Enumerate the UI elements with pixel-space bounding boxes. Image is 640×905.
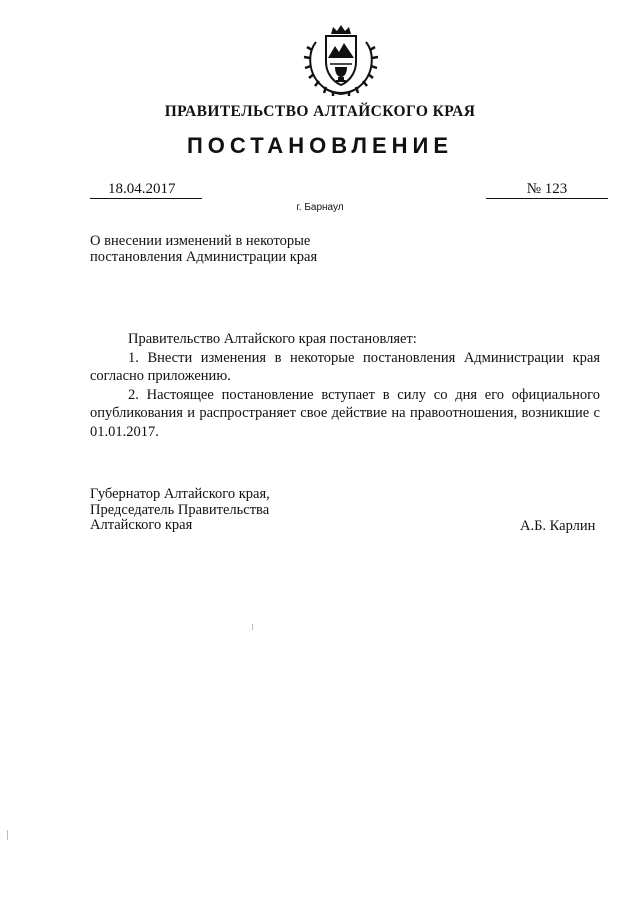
document-subject (90, 233, 350, 265)
signatory-title (90, 487, 350, 534)
document-number: № 123 (486, 180, 608, 199)
body-item-2: 2. Настоящее постановление вступает в силу со дня его официального опубликования и распространяет свое действие на правоотношения, возникшие с 01.01.2017. (90, 386, 600, 440)
organization-title: ПРАВИТЕЛЬСТВО АЛТАЙСКОГО КРАЯ (164, 103, 476, 120)
altai-krai-coat-of-arms-icon (302, 22, 380, 98)
body-item-1: 1. Внести изменения в некоторые постановления Администрации края согласно приложению. (90, 349, 600, 384)
signatory-title-line-2: Председатель Правительства (90, 501, 270, 518)
signatory-title-line-1: Губернатор Алтайского края, (90, 486, 270, 502)
scan-speck (252, 624, 253, 630)
subject-line-2: постановления Администрации края (90, 249, 318, 265)
document-date: 18.04.2017 (90, 180, 202, 199)
body-intro: Правительство Алтайского края постановляет: (128, 331, 417, 347)
document-type-title: ПОСТАНОВЛЕНИЕ (186, 133, 454, 158)
scan-speck (7, 830, 8, 840)
signatory-name: А.Б. Карлин (520, 518, 596, 534)
subject-line-1: О внесении изменений в некоторые (90, 233, 311, 249)
signatory-title-line-3: Алтайского края (90, 517, 193, 533)
document-city: г. Барнаул (296, 202, 344, 213)
document-body (90, 330, 600, 441)
